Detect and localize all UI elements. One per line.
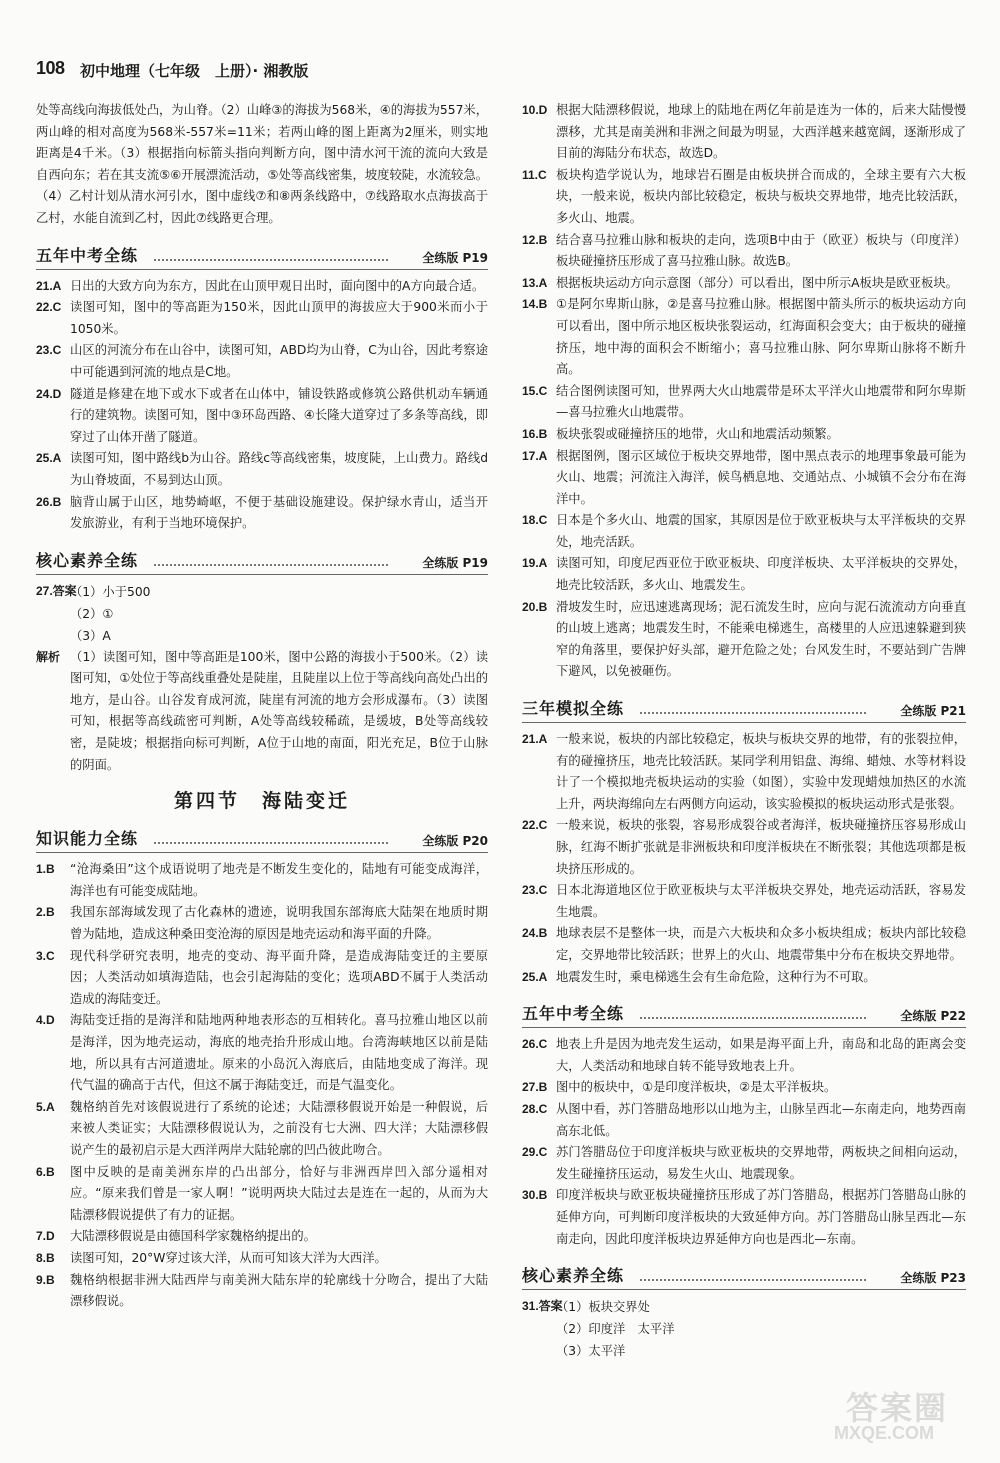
question-number: 20.B xyxy=(522,599,548,614)
explanation-text: （1）读图可知，图中等高距是100米，图中公路的海拔小于500米。（2）读图可知，①处位于等高线重叠处是陡崖，且陡崖以上位于等高线向高处凸出的地方，是山谷。山谷发育成河流，陡崖有河流的地方会形成瀑布。（3）读图可知，根据等高线疏密可判断，A处等高线较稀疏，是缓坡，B处等高线较密，是陡坡；根据指向标可判断，A位于山地的南面，阳光充足，B位于山脉的阴面。 xyxy=(70,649,488,772)
question-number: 16.B xyxy=(522,426,548,441)
answer-text: 结合图例读图可知，世界两大火山地震带是环太平洋火山地震带和阿尔卑斯—喜马拉雅火山地震带。 xyxy=(556,383,966,420)
answer-text: 魏格纳首先对该假说进行了系统的论述；大陆漂移假说开始是一种假说，后来被人类证实；大陆漂移假说认为，之前没有七大洲、四大洋；大陆漂移假说产生的最初启示是大西洋两岸大陆轮廓的凹凸彼此吻合。 xyxy=(70,1099,488,1157)
answer-item xyxy=(36,1248,488,1270)
section-title: 五年中考全练 xyxy=(522,1004,625,1024)
question-number: 2.B xyxy=(36,905,55,920)
question-number: 13.A xyxy=(522,275,548,290)
answer-text: 一般来说，板块的张裂，容易形成裂谷或者海洋，板块碰撞挤压容易形成山脉，红海不断扩张就是非洲板块和印度洋板块在不断张裂；其他选项都是板块挤压形成的。 xyxy=(556,818,966,876)
answer-text: 现代科学研究表明，地壳的变动、海平面升降，是造成海陆变迁的主要原因；人类活动如填海造陆，也会引起海陆的变化；选项ABD不属于人类活动造成的海陆变迁。 xyxy=(70,948,488,1006)
section-header xyxy=(36,239,488,270)
answer-text: 日出的大致方向为东方，因此在山顶甲观日出时，面向图中的A方向最合适。 xyxy=(70,278,485,293)
answer-item xyxy=(522,273,966,295)
explanation-label: 解析 xyxy=(36,649,61,664)
section-header xyxy=(522,997,966,1028)
question-number: 24.B xyxy=(522,926,548,941)
section-ref: 全练版 P22 xyxy=(900,1009,966,1024)
question-number: 12.B xyxy=(522,232,548,247)
answer-item xyxy=(36,276,488,298)
answer-text: 山区的河流分布在山谷中，读图可知，ABD均为山脊，C为山谷，因此考察途中可能遇到河流的地点是C地。 xyxy=(70,343,488,379)
answer-text: 图中的板块中，①是印度洋板块，②是太平洋板块。 xyxy=(556,1080,837,1095)
section-title: 五年中考全练 xyxy=(36,245,139,265)
section-title: 三年模拟全练 xyxy=(522,699,625,719)
answer-text: 板块构造学说认为，地球岩石圈是由板块拼合而成的，全球主要有六大板块，一般来说，板块内部比较稳定，板块与板块交界地带，地壳比较活跃，多火山、地震。 xyxy=(556,167,966,225)
page-header xyxy=(36,58,966,86)
answer-text: “沧海桑田”这个成语说明了地壳是不断发生变化的，陆地有可能变成海洋，海洋也有可能变成陆地。 xyxy=(70,862,488,898)
answer-item xyxy=(522,510,966,553)
answer-text: 日本是个多火山、地震的国家，其原因是位于欧亚板块与太平洋板块的交界处，地壳活跃。 xyxy=(556,513,966,549)
section-dots xyxy=(154,259,388,261)
question-number: 4.D xyxy=(36,1013,55,1028)
answer-block-27 xyxy=(36,581,488,647)
section-dots xyxy=(154,564,388,566)
section-header xyxy=(522,1259,966,1290)
left-column xyxy=(36,100,488,1313)
question-number: 27.B xyxy=(522,1080,548,1095)
question-number: 25.A xyxy=(522,969,548,984)
section-dots xyxy=(640,1279,866,1281)
answer-text: 根据板块运动方向示意图（部分）可以看出，图中所示A板块是欧亚板块。 xyxy=(556,275,958,290)
answer-item xyxy=(522,1077,966,1099)
question-number: 14.B xyxy=(522,297,548,312)
question-number: 1.B xyxy=(36,862,55,877)
answer-list xyxy=(522,100,966,683)
answer-item xyxy=(36,902,488,945)
answer-text: 从图中看，苏门答腊岛地形以山地为主，山脉呈西北—东南走向，地势西南高东北低。 xyxy=(556,1101,966,1138)
watermark-logo xyxy=(834,1379,984,1449)
question-number: 24.D xyxy=(36,386,62,401)
answer-item xyxy=(522,967,966,989)
question-number: 25.A xyxy=(36,451,62,466)
question-number: 15.C xyxy=(522,383,548,398)
section-title: 知识能力全练 xyxy=(36,829,139,849)
question-number: 26.B xyxy=(36,494,62,509)
answer-text: 图中反映的是南美洲东岸的凸出部分，恰好与非洲西岸凹入部分遥相对应。“原来我们曾是一家人啊！”说明两块大陆过去是连在一起的，从而为大陆漂移假说提供了有力的证据。 xyxy=(70,1164,488,1222)
answer-text: 读图可知，印度尼西亚位于欧亚板块、印度洋板块、太平洋板块的交界处，地壳比较活跃，多火山、地震发生。 xyxy=(556,556,966,593)
watermark-url: MXQE.COM xyxy=(834,1423,935,1443)
right-column xyxy=(522,100,966,1362)
answer-text: ①是阿尔卑斯山脉，②是喜马拉雅山脉。根据图中箭头所示的板块运动方向可以看出，图中所示地区板块张裂运动，红海面积会变大；由于板块的碰撞挤压，地中海的面积会不断缩小；喜马拉雅山脉、阿尔卑斯山脉将不断升高。 xyxy=(556,297,966,377)
answer-item xyxy=(522,729,966,815)
answer-text: 一般来说，板块的内部比较稳定，板块与板块交界的地带，有的张裂拉伸，有的碰撞挤压，地壳比较活跃。某同学利用铝盘、海绵、蜡烛、水等材料设计了一个模拟地壳板块运动的实验（如图），实验中发现蜡烛加热区的水流上升，两块海绵向左右两侧方向运动，该实验模拟的板块运动形式是张裂。 xyxy=(556,732,966,811)
question-number: 26.C xyxy=(522,1037,548,1052)
section-header xyxy=(36,822,488,853)
section-ref: 全练版 P19 xyxy=(422,555,488,570)
question-number: 23.C xyxy=(36,343,62,358)
answer-item xyxy=(36,1097,488,1162)
book-title: 初中地理（七年级 上册）· 湘教版 xyxy=(80,62,309,80)
answer-item xyxy=(522,1099,966,1142)
section-ref: 全练版 P23 xyxy=(900,1271,966,1286)
question-number: 7.D xyxy=(36,1229,55,1244)
answer-item xyxy=(522,1185,966,1250)
answer-item xyxy=(522,923,966,966)
answer-text: 读图可知，图中路线b为山谷。路线c等高线密集，坡度陡，上山费力。路线d为山脊坡面，不易到达山顶。 xyxy=(70,451,488,487)
question-number: 27.答案 xyxy=(36,583,77,598)
question-number: 8.B xyxy=(36,1250,55,1265)
section-header xyxy=(522,692,966,723)
intro-paragraph: 处等高线向海拔低处凸，为山脊。（2）山峰③的海拔为568米，④的海拔为557米，两山峰的相对高度为568米-557米=11米；若两山峰的图上距离为2厘米，则实地距离是4千米。（3）根据指向标箭头指向判断方向，图中清水河干流的流向大致是自西向东；若在其支流⑤⑥开展漂流活动，⑤处等高线密集，坡度较陡，水流较急。（4）乙村计划从清水河引水，图中虚线⑦和⑧两条线路中，⑦线路取水点海拔高于乙村，水能自流到乙村，因此⑦线路更合理。 xyxy=(36,103,488,225)
question-number: 19.A xyxy=(522,556,548,571)
answer-text: 苏门答腊岛位于印度洋板块与欧亚板块的交界地带，两板块之间相向运动，发生碰撞挤压运动，易发生火山、地震现象。 xyxy=(556,1145,966,1181)
answer-text: 我国东部海域发现了古化森林的遗迹，说明我国东部海底大陆架在地质时期曾为陆地，造成这种桑田变沧海的原因是地壳运动和海平面的升降。 xyxy=(70,905,488,942)
answer-item xyxy=(522,230,966,273)
answer-item xyxy=(522,815,966,880)
answer-item xyxy=(522,1142,966,1185)
answer-item xyxy=(522,1034,966,1077)
answer-line: （2）印度洋 太平洋 xyxy=(556,1322,675,1337)
section-ref: 全练版 P20 xyxy=(422,834,488,849)
answer-list xyxy=(522,1034,966,1250)
question-number: 11.C xyxy=(522,167,547,182)
answer-item xyxy=(522,880,966,923)
answer-text: 地震发生时，乘电梯逃生会有生命危险，这种行为不可取。 xyxy=(556,969,876,984)
answer-line: （3）太平洋 xyxy=(556,1344,626,1359)
question-number: 3.C xyxy=(36,948,55,963)
answer-item xyxy=(36,340,488,383)
answer-item xyxy=(36,1162,488,1227)
answer-item xyxy=(36,946,488,1011)
answer-item xyxy=(36,448,488,491)
answer-text: 地表上升是因为地壳发生运动，如果是海平面上升，南岛和北岛的距离会变大，人类活动和地球自转不能导致地表上升。 xyxy=(556,1037,966,1073)
explanation-block xyxy=(36,647,488,777)
section-dots xyxy=(154,842,388,844)
answer-text: 根据图例，图示区域位于板块交界地带，图中黑点表示的地理事象最可能为火山、地震；河流注入海洋，候鸟栖息地、交通站点、小城镇不会分布在海洋中。 xyxy=(556,448,966,506)
answer-text: 结合喜马拉雅山脉和板块的走向，选项B中由于（欧亚）板块与（印度洋）板块碰撞挤压形成了喜马拉雅山脉。故选B。 xyxy=(556,232,966,269)
section-title: 核心素养全练 xyxy=(522,1266,625,1286)
question-number: 21.A xyxy=(522,732,548,747)
question-number: 18.C xyxy=(522,513,548,528)
answer-text: 根据大陆漂移假说，地球上的陆地在两亿年前是连为一体的，后来大陆慢慢漂移，尤其是南美洲和非洲之间最为明显，大西洋越来越宽阔，逐渐形成了目前的海陆分布状态，故选D。 xyxy=(556,103,966,161)
answer-text: 海陆变迁指的是海洋和陆地两种地表形态的互相转化。喜马拉雅山地区以前是海洋，因为地壳运动，海底的地壳抬升形成山地。台湾海峡地区以前是陆地，所以具有古河道遗址。原来的小岛沉入海底后，由陆地变成了海洋。现代气温的确高于古代，但这不属于海陆变迁，而是气温变化。 xyxy=(70,1013,488,1093)
section-dots xyxy=(640,712,866,714)
question-number: 31.答案 xyxy=(522,1299,563,1314)
question-number: 23.C xyxy=(522,883,548,898)
watermark-text: 答案圈 xyxy=(846,1389,949,1427)
answer-text: 大陆漂移假说是由德国科学家魏格纳提出的。 xyxy=(70,1229,316,1244)
answer-text: 隧道是修建在地下或水下或者在山体中，铺设铁路或修筑公路供机动车辆通行的建筑物。读图可知，图中③环岛西路、④长隆大道穿过了多条等高线，即穿过了山体开凿了隧道。 xyxy=(70,386,488,444)
answer-item xyxy=(522,424,966,446)
section-header xyxy=(36,544,488,575)
question-number: 30.B xyxy=(522,1188,548,1203)
answer-list xyxy=(522,729,966,988)
answer-item xyxy=(522,100,966,165)
answer-line: （2）① xyxy=(70,606,114,621)
answer-item xyxy=(36,859,488,902)
answer-text: 地球表层不是整体一块，而是六大板块和众多小板块组成；板块内部比较稳定，交界地带比较活跃；世界上的火山、地震带集中分布在板块交界地带。 xyxy=(556,926,966,962)
question-number: 21.A xyxy=(36,278,62,293)
question-number: 22.C xyxy=(36,300,62,315)
section-title: 核心素养全练 xyxy=(36,550,139,570)
answer-item xyxy=(36,384,488,449)
question-number: 17.A xyxy=(522,448,548,463)
answer-list xyxy=(36,276,488,535)
answer-text: 读图可知，20°W穿过该大洋，从而可知该大洋为大西洋。 xyxy=(70,1250,387,1265)
answer-text: 印度洋板块与欧亚板块碰撞挤压形成了苏门答腊岛，根据苏门答腊岛山脉的延伸方向，可判断印度洋板块的大致延伸方向。苏门答腊岛山脉呈西北—东南走向，因此印度洋板块边界延伸方向也是西北—东南。 xyxy=(556,1188,966,1246)
question-number: 28.C xyxy=(522,1101,548,1116)
answer-text: 脑背山属于山区，地势崎岖，不便于基础设施建设。保护绿水青山，适当开发旅游业，有利于当地环境保护。 xyxy=(70,494,488,531)
question-number: 10.D xyxy=(522,103,548,117)
answer-list xyxy=(36,859,488,1312)
answer-item xyxy=(522,446,966,511)
answer-item xyxy=(522,381,966,424)
question-number: 6.B xyxy=(36,1164,55,1179)
question-number: 29.C xyxy=(522,1145,548,1160)
answer-text: 魏格纳根据非洲大陆西岸与南美洲大陆东岸的轮廓线十分吻合，提出了大陆漂移假说。 xyxy=(70,1272,488,1309)
answer-item xyxy=(36,492,488,535)
answer-line: （1）小于500 xyxy=(70,584,151,599)
answer-line: （3）A xyxy=(70,628,111,643)
page-number: 108 xyxy=(36,58,65,78)
answer-item xyxy=(522,165,966,230)
question-number: 9.B xyxy=(36,1272,55,1287)
question-number: 22.C xyxy=(522,818,548,833)
answer-text: 读图可知，图中的等高距为150米，因此山顶甲的海拔应大于900米而小于1050米。 xyxy=(70,300,488,336)
section-dots xyxy=(640,1017,866,1019)
answer-item xyxy=(522,294,966,380)
answer-text: 板块张裂或碰撞挤压的地带，火山和地震活动频繁。 xyxy=(556,426,839,441)
answer-item xyxy=(36,1226,488,1248)
section-ref: 全练版 P19 xyxy=(422,250,488,265)
chapter-title: 第四节 海陆变迁 xyxy=(173,790,350,813)
answer-item xyxy=(36,297,488,340)
answer-item xyxy=(36,1010,488,1096)
answer-text: 日本北海道地区位于欧亚板块与太平洋板块交界处，地壳运动活跃，容易发生地震。 xyxy=(556,883,966,919)
answer-block-31 xyxy=(522,1296,966,1362)
answer-line: （1）板块交界处 xyxy=(556,1300,650,1315)
answer-item xyxy=(522,597,966,683)
answer-item xyxy=(36,1270,488,1313)
section-ref: 全练版 P21 xyxy=(900,704,966,719)
answer-text: 滑坡发生时，应迅速逃离现场；泥石流发生时，应向与泥石流流动方向垂直的山坡上逃离；地震发生时，不能乘电梯逃生，高楼里的人应迅速躲避到狭窄的角落里，要保护好头部，避开危险之处；台风发生时，不要站到广告牌下避风，以免被砸伤。 xyxy=(556,599,966,679)
question-number: 5.A xyxy=(36,1099,55,1114)
answer-item xyxy=(522,553,966,596)
